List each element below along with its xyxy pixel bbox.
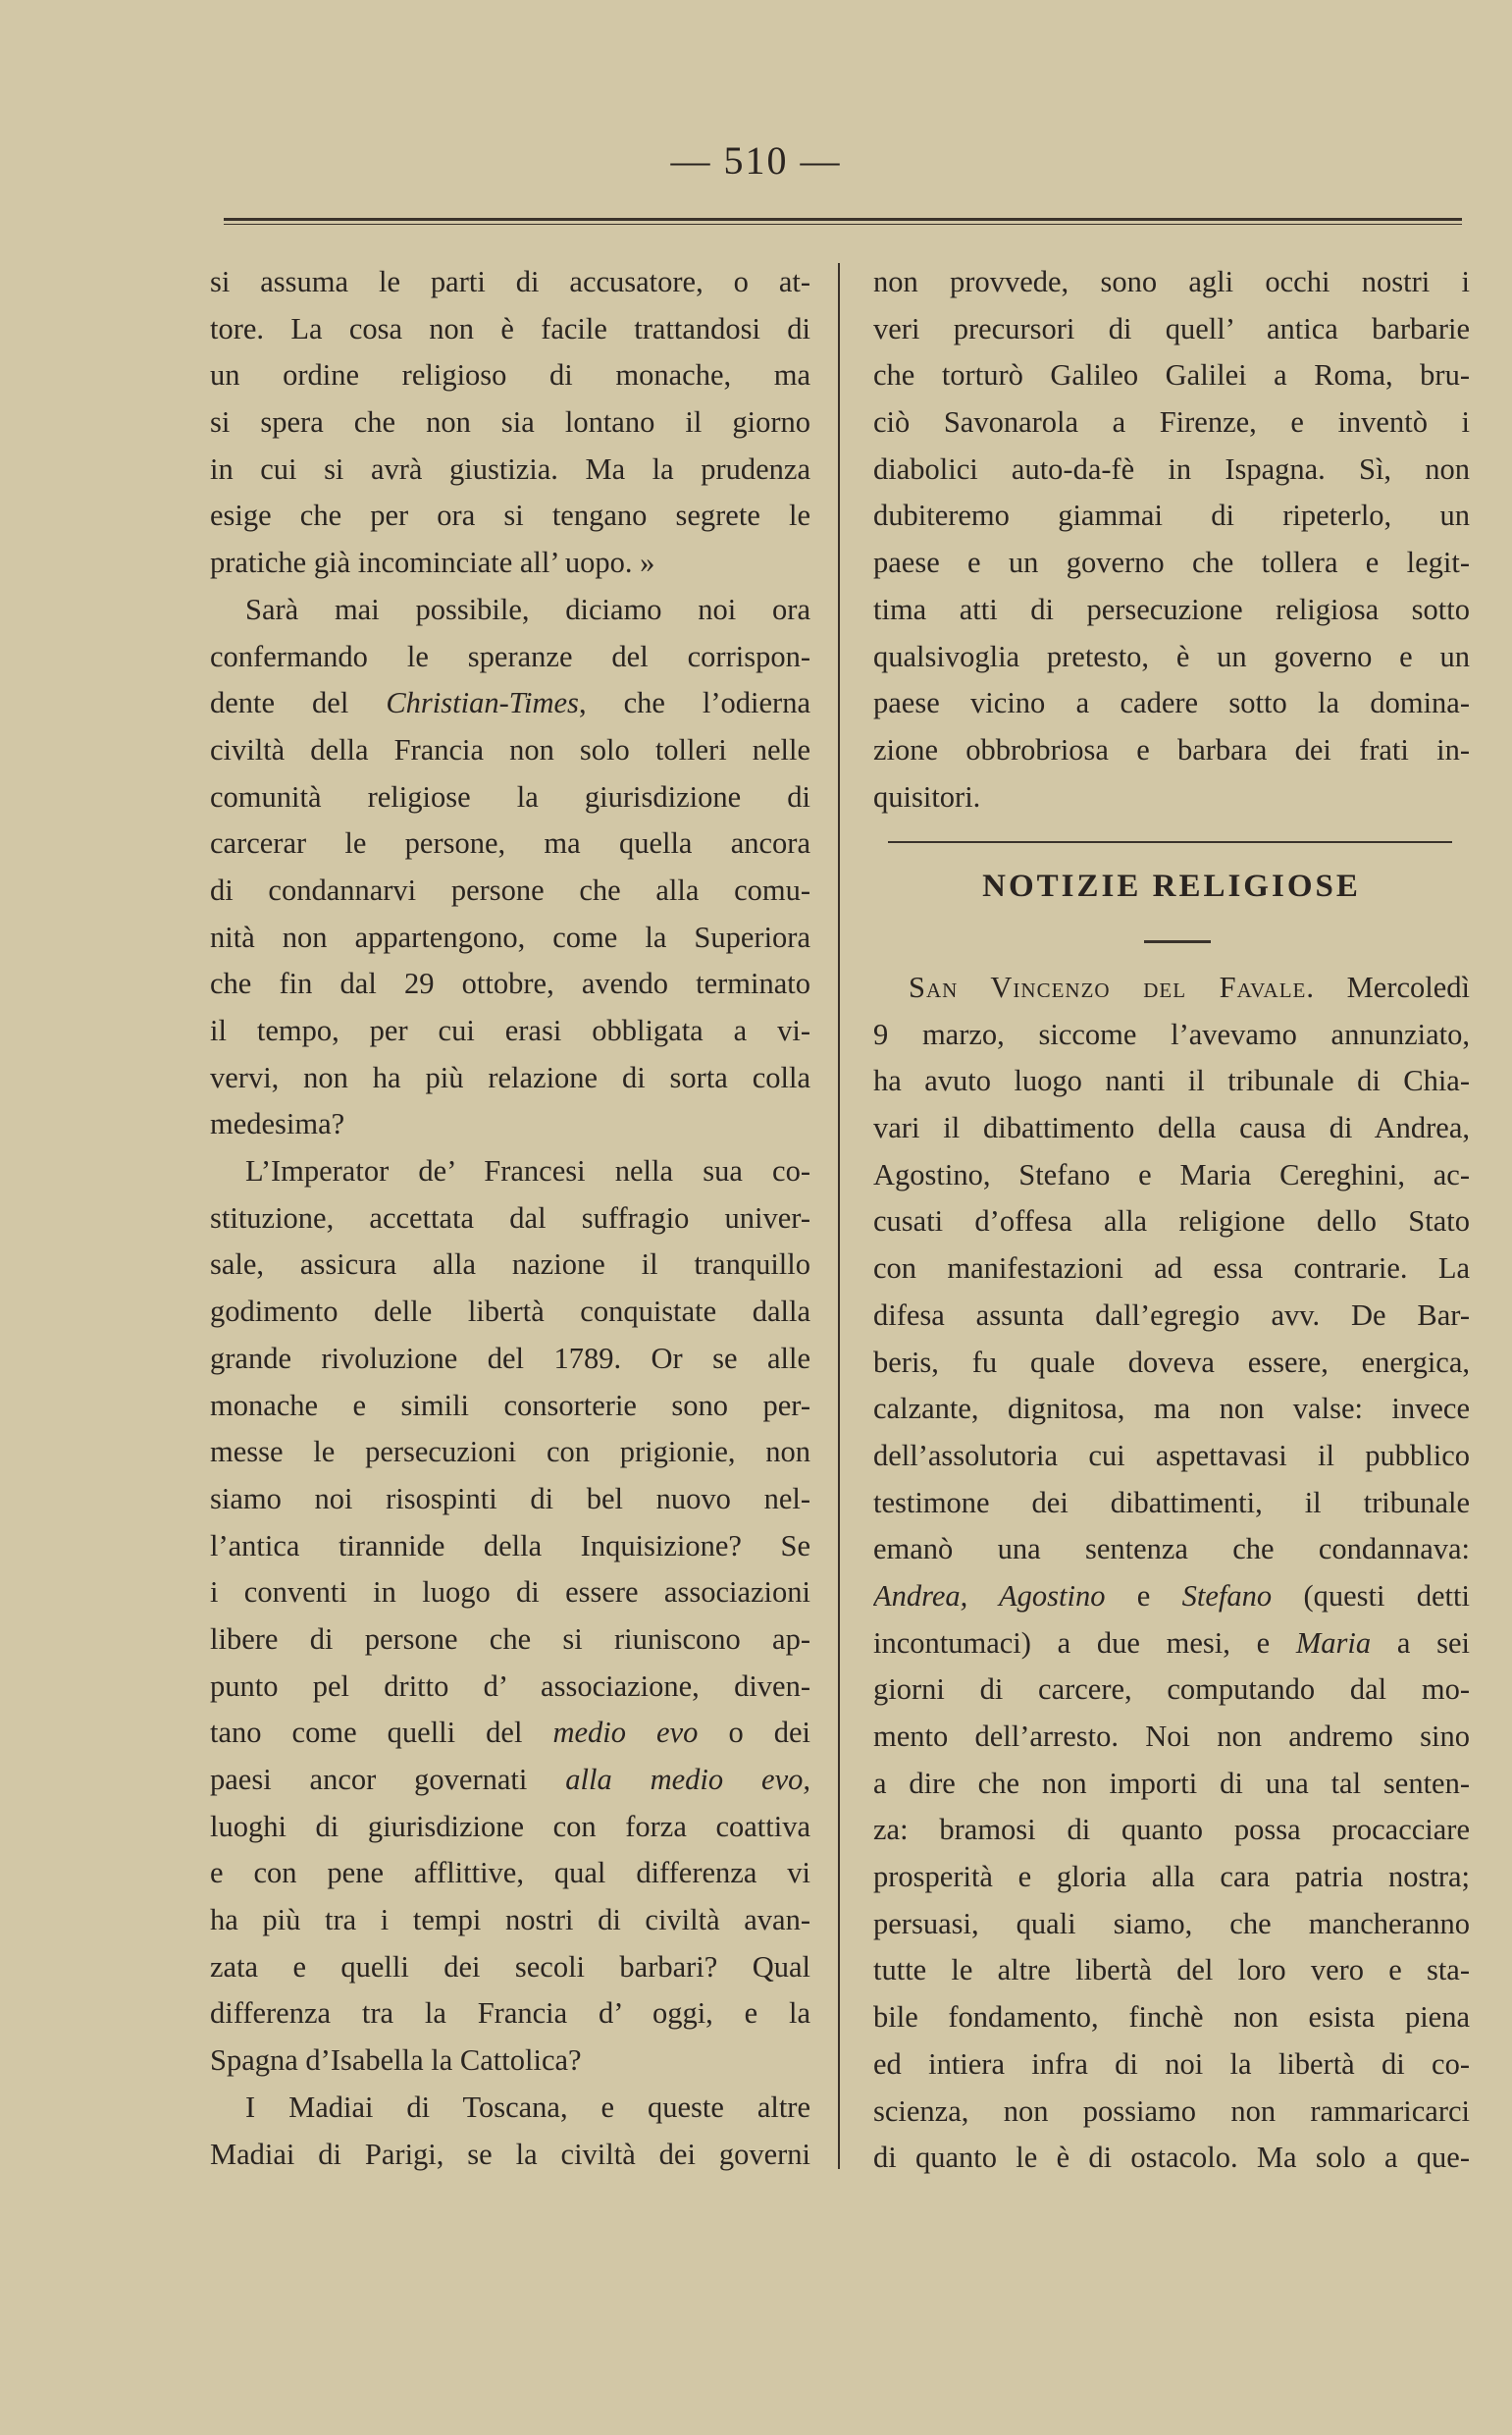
- text-line: [210, 1710, 810, 1757]
- text-line: punto pel dritto d’ associazione, diven-: [210, 1668, 810, 1703]
- text-line: scienza, non possiamo non rammaricarci: [873, 2093, 1470, 2128]
- text-line: [873, 1573, 1470, 1620]
- text-fragment: e: [1105, 1578, 1182, 1613]
- text-line: stituzione, accettata dal suffragio univer-: [210, 1200, 810, 1235]
- text-line: siamo noi risospinti di bel nuovo nel-: [210, 1481, 810, 1515]
- text-line: non provvede, sono agli occhi nostri i: [873, 265, 1470, 298]
- text-line: ed intiera infra di noi la libertà di co-: [873, 2046, 1470, 2081]
- section-heading: NOTIZIE RELIGIOSE: [982, 869, 1361, 904]
- text-line: ha avuto luogo nanti il tribunale di Chia-: [873, 1064, 1470, 1098]
- text-line: in cui si avrà giustizia. Ma la prudenza: [210, 451, 810, 486]
- text-line: calzante, dignitosa, ma non valse: invece: [873, 1392, 1470, 1426]
- heading-underline: [1144, 940, 1211, 943]
- text-line: e con pene afflittive, qual differenza vi: [210, 1856, 810, 1890]
- text-line: prosperità e gloria alla cara patria nostra;: [873, 1860, 1470, 1894]
- text-line: grande rivoluzione del 1789. Or se alle: [210, 1341, 810, 1375]
- text-line: l’antica tirannide della Inquisizione? Se: [210, 1528, 810, 1562]
- text-line: sale, assicura alla nazione il tranquillo: [210, 1247, 810, 1282]
- text-line: dubiteremo giammai di ripeterlo, un: [873, 499, 1470, 533]
- text-line: ha più tra i tempi nostri di civiltà avan-: [210, 1903, 810, 1937]
- text-line: 9 marzo, siccome l’avevamo annunziato,: [873, 1017, 1470, 1051]
- text-line: vervi, non ha più relazione di sorta colla: [210, 1060, 810, 1094]
- text-line: esige che per ora si tengano segrete le: [210, 499, 810, 533]
- column-separator: [838, 263, 840, 2169]
- text-line: [873, 1620, 1470, 1667]
- text-line: godimento delle libertà conquistate dalla: [210, 1295, 810, 1329]
- text-line: Spagna d’Isabella la Cattolica?: [210, 2043, 582, 2078]
- text-line: civiltà della Francia non solo tolleri nelle: [210, 732, 810, 767]
- text-line: tima atti di persecuzione religiosa sotto: [873, 592, 1470, 626]
- text-line: carcerar le persone, ma quella ancora: [210, 826, 810, 861]
- text-line: testimone dei dibattimenti, il tribunale: [873, 1485, 1470, 1519]
- text-line: il tempo, per cui erasi obbligata a vi-: [210, 1014, 810, 1047]
- italic-text: medio evo: [552, 1716, 699, 1750]
- text-line: difesa assunta dall’egregio avv. De Bar-: [873, 1297, 1470, 1332]
- text-line: tore. La cosa non è facile trattandosi di: [210, 311, 810, 345]
- text-line: za: bramosi di quanto possa procacciare: [873, 1813, 1470, 1847]
- text-line: a dire che non importi di una tal senten-: [873, 1766, 1470, 1800]
- text-line: paese vicino a cadere sotto la domina-: [873, 686, 1470, 720]
- text-line: I Madiai di Toscana, e queste altre: [245, 2090, 810, 2124]
- text-line: paese e un governo che tollera e legit-: [873, 546, 1470, 580]
- text-line: qualsivoglia pretesto, è un governo e un: [873, 639, 1470, 673]
- text-line: [210, 1757, 810, 1804]
- text-line: zione obbrobriosa e barbara dei frati in-: [873, 732, 1470, 767]
- text-line: che fin dal 29 ottobre, avendo terminato: [210, 967, 810, 1001]
- text-line: dell’assolutoria cui aspettavasi il pubblico: [873, 1438, 1470, 1472]
- text-line: con manifestazioni ad essa contrarie. La: [873, 1251, 1470, 1286]
- text-fragment: , che l’odierna: [578, 686, 810, 720]
- text-line: comunità religiose la giurisdizione di: [210, 779, 810, 814]
- text-line: bile fondamento, finchè non esista piena: [873, 2000, 1470, 2035]
- text-line: ciò Savonarola a Firenze, e inventò i: [873, 405, 1470, 440]
- text-line: di quanto le è di ostacolo. Ma solo a que-: [873, 2141, 1470, 2175]
- text-fragment: paesi ancor governati: [210, 1763, 566, 1796]
- text-line: i conventi in luogo di essere associazioni: [210, 1575, 810, 1610]
- right-column-top: [873, 259, 1470, 820]
- header-rule: [224, 218, 1462, 225]
- text-fragment: dente del: [210, 686, 387, 720]
- text-line: che torturò Galileo Galilei a Roma, bru-: [873, 358, 1470, 393]
- text-line: confermando le speranze del corrispon-: [210, 639, 810, 673]
- text-line: luoghi di giurisdizione con forza coattiva: [210, 1809, 810, 1843]
- small-caps-text: San Vincenzo del Favale.: [909, 971, 1316, 1004]
- text-line: Sarà mai possibile, diciamo noi ora: [245, 592, 810, 626]
- italic-text: Stefano: [1181, 1578, 1273, 1613]
- text-fragment: incontumaci) a due mesi, e: [873, 1625, 1296, 1660]
- text-line: pratiche già incominciate all’ uopo. »: [210, 546, 655, 580]
- right-column-bottom: [873, 965, 1470, 2182]
- text-line: beris, fu quale doveva essere, energica,: [873, 1345, 1470, 1379]
- italic-text: alla medio evo,: [565, 1763, 810, 1796]
- text-line: medesima?: [210, 1107, 345, 1141]
- italic-text: Christian-Times: [386, 686, 579, 720]
- text-line: veri precursori di quell’ antica barbarie: [873, 311, 1470, 345]
- text-line: giorni di carcere, computando dal mo-: [873, 1672, 1470, 1707]
- text-line: libere di persone che si riuniscono ap-: [210, 1621, 810, 1656]
- text-line: diabolici auto-da-fè in Ispagna. Sì, non: [873, 451, 1470, 486]
- text-line: mento dell’arresto. Noi non andremo sino: [873, 1720, 1470, 1753]
- text-line: quisitori.: [873, 779, 981, 814]
- text-fragment: a sei: [1371, 1625, 1470, 1660]
- text-line: di condannarvi persone che alla comu-: [210, 873, 810, 907]
- text-line: cusati d’offesa alla religione dello Stato: [873, 1204, 1470, 1239]
- text-line: persuasi, quali siamo, che mancheranno: [873, 1906, 1470, 1940]
- text-line: si spera che non sia lontano il giorno: [210, 405, 810, 440]
- text-line: monache e simili consorterie sono per-: [210, 1388, 810, 1422]
- text-fragment: tano come quelli del: [210, 1716, 553, 1750]
- text-line: un ordine religioso di monache, ma: [210, 358, 810, 393]
- text-line: Madiai di Parigi, se la civiltà dei governi: [210, 2137, 810, 2171]
- text-line: si assuma le parti di accusatore, o at-: [210, 265, 810, 298]
- italic-text: Andrea, Agostino: [873, 1578, 1106, 1613]
- italic-text: Maria: [1295, 1625, 1372, 1660]
- left-column: [210, 259, 810, 2178]
- text-line: [210, 680, 810, 727]
- text-line: messe le persecuzioni con prigionie, non: [210, 1435, 810, 1469]
- text-line: Agostino, Stefano e Maria Cereghini, ac-: [873, 1157, 1470, 1191]
- text-line: tutte le altre libertà del loro vero e sta-: [873, 1953, 1470, 1987]
- text-line: zata e quelli dei secoli barbari? Qual: [210, 1949, 810, 1984]
- text-fragment: (questi detti: [1272, 1578, 1470, 1613]
- text-line: L’Imperator de’ Francesi nella sua co-: [245, 1154, 810, 1189]
- text-line: emanò una sentenza che condannava:: [873, 1532, 1470, 1566]
- text-line: differenza tra la Francia d’ oggi, e la: [210, 1996, 810, 2031]
- text-line: vari il dibattimento della causa di Andrea,: [873, 1111, 1470, 1145]
- section-divider: [888, 841, 1452, 843]
- text-line: nità non appartengono, come la Superiora: [210, 920, 810, 954]
- text-fragment: o dei: [698, 1716, 810, 1750]
- text-fragment: Mercoledì: [1315, 971, 1470, 1004]
- page-number: — 510 —: [670, 138, 842, 183]
- text-line: [873, 965, 1470, 1012]
